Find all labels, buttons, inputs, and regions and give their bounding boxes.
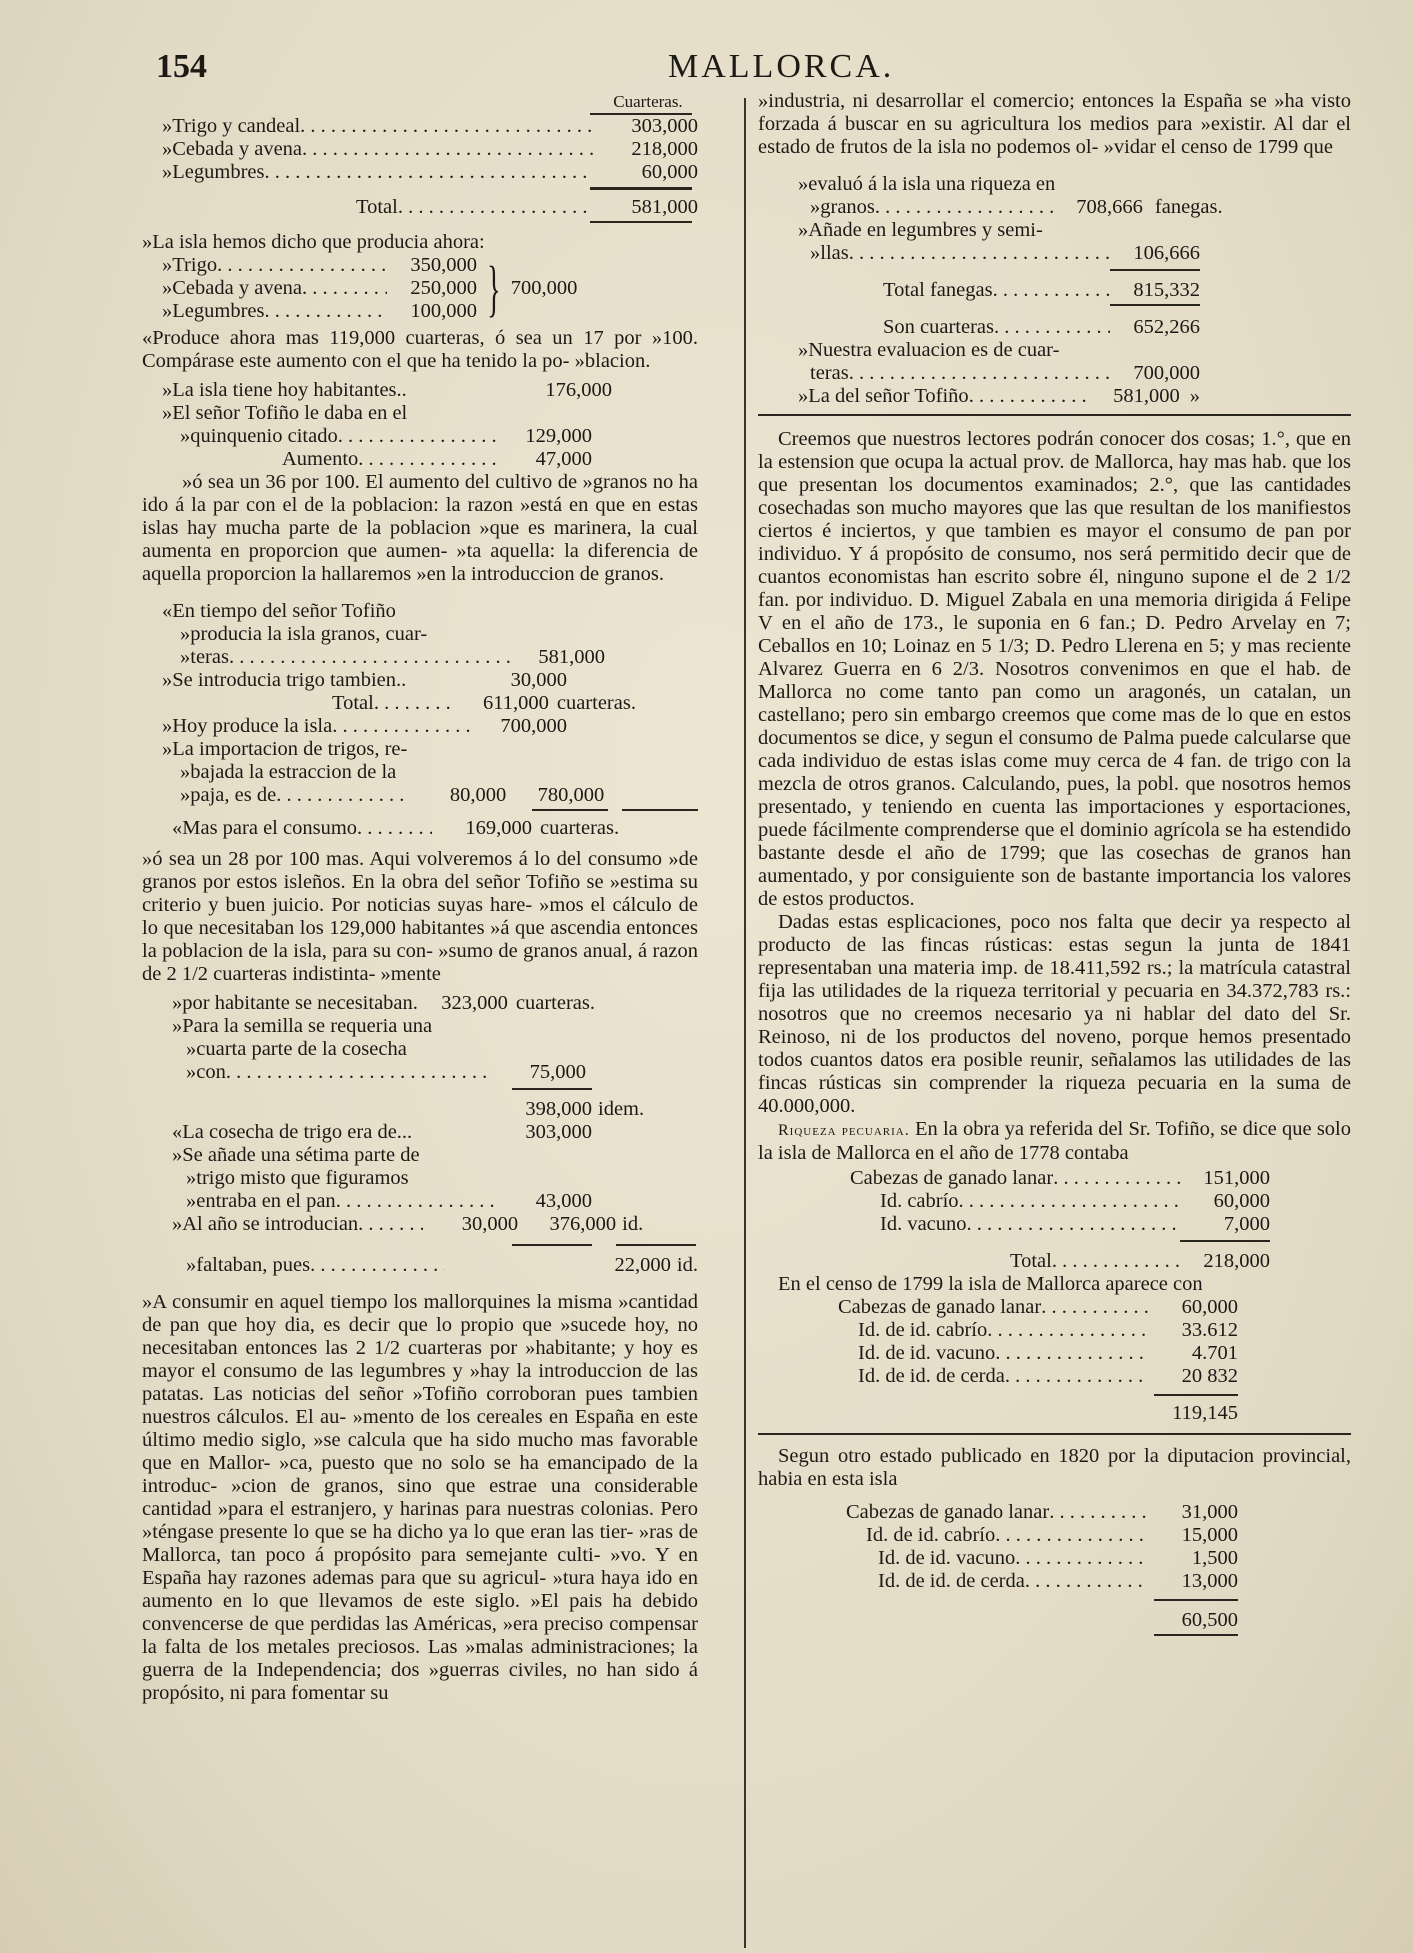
table-row: Id. de id. cabrío . . . 15,000 [846, 1524, 1238, 1547]
table-row: Cabezas de ganado lanar . . . 31,000 [846, 1501, 1238, 1524]
table-consumo-granos: »por habitante se necesitaban. 323,000 cuarteras. »Para la semilla se requeria una »cuarta parte de la cosecha »con . . . 75,000 398,000 idem. «La cosecha de trigo era de... 303,000 »Se añade una sétima parte de »trigo misto que figuramos »entraba en el pan . . . 43,000 »Al año se introducian . . . 30,000 376,000 id. »faltaban, pues . . . 22,000 id. [142, 992, 698, 1277]
table-row: Id. de id. cabrío . . . 33.612 [838, 1319, 1238, 1342]
table-row: »Trigo . . . 350,000 [142, 254, 477, 277]
table-row: Id. de id. vacuno . . . 1,500 [846, 1547, 1238, 1570]
table-habitantes [142, 379, 698, 471]
table-row: »La isla tiene hoy habitantes.. 176,000 [162, 379, 612, 401]
paragraph: Creemos que nuestros lectores podrán conocer dos cosas; 1.°, que en la estension que ocupa la actual prov. de Mallorca, hay mas hab. que los que presentan los documentos examinados; 2.°, que las cantidades cosechadas son mucho mayores que las que resultan de los manifiestos ciertos é inciertos, y que tambien es mayor el consumo de pan por individuo. Y á propósito de consumo, nos será permitido decir que de cuantos economistas han escrito sobre él, ninguno supone el de 2 1/2 fan. por individuo. D. Miguel Zabala en una memoria dirigida á Felipe V en el año de 173., le suponia en 6 fan.; D. Pedro Arvelay en 7; Ceballos en 10; Loinaz en 5 1/3; D. Pedro Llerena en 5; y mas reciente Alvarez Guerra en 6 2/3. Nosotros convenimos en que el hab. de Mallorca no come tanto pan como un aragonés, un catalan, un castellano; pero sin embargo creemos que come mas de lo que en estos documentos se dice, y segun el consumo de Palma puede calcularse que cada individuo de estas islas come muy cerca de 4 fan. de trigo con la mezcla de otros granos. Calculando, pues, la pobl. que nosotros hemos presentado, y teniendo en cuenta las importaciones y esportaciones, puede fácilmente comprenderse que el dominio agrícola se ha estendido bastante desde el año de 1799; que las cosechas de granos han aumentado, y por consiguiente son de bastante importancia los valores de estos productos. [758, 428, 1351, 910]
table-censo-1799: »evaluó á la isla una riqueza en »granos . . . 708,666 fanegas. »Añade en legumbres y semi- »llas . . . 106,666 Total fanegas . . . 815,332 Son cuarteras . . . 652,266 »Nuestra evaluacion es de cuar- teras . . . 700,000 »La del señor Tofiño . . . 581,000 » [758, 173, 1351, 408]
table-censo-1799-ganado [758, 1296, 1238, 1425]
table-row: »Legumbres . . . 60,000 [142, 161, 698, 184]
table-row: »Legumbres . . . 100,000 [142, 300, 477, 323]
brace-total: 700,000 [510, 277, 578, 299]
table-tiempo-tofino: «En tiempo del señor Tofiño »producia la isla granos, cuar- »teras . . . 581,000 »Se introducia trigo tambien.. 30,000 Total . . . 611,000 cuarteras. »Hoy produce la isla . . . 700,000 »La importacion de trigos, re- »bajada la estraccion de la »paja, es de . . . 80,000 780,000 «Mas para el consumo . . . 169,000 cuarteras. [142, 600, 698, 840]
brace-icon: } [487, 254, 501, 323]
table-row: Id. vacuno . . . 7,000 [850, 1213, 1270, 1236]
total-row: Total . . . 581,000 [142, 196, 698, 219]
table-cuarteras-1 [142, 90, 698, 223]
page-number: 154 [156, 48, 207, 85]
paragraph: «Produce ahora mas 119,000 cuarteras, ó sea un 17 por »100. Compárase este aumento con el que ha tenido la po- »blacion. [142, 327, 698, 372]
table-row: Id. de id. de cerda . . . 13,000 [846, 1570, 1238, 1593]
table-row: »Cebada y avena . . . 218,000 [142, 138, 698, 161]
table-row: »Trigo y candeal . . . 303,000 [142, 115, 698, 138]
table-row: »Cebada y avena . . . 250,000 [142, 277, 477, 300]
table-row: Id. de id. de cerda . . . 20 832 [838, 1365, 1238, 1388]
right-column [758, 90, 1351, 1636]
table-row: Id. de id. vacuno . . . 4.701 [838, 1342, 1238, 1365]
table-row: »quinquenio citado . . . 129,000 [142, 425, 592, 448]
total-value: 119,145 [1172, 1402, 1238, 1424]
paragraph: »ó sea un 28 por 100 mas. Aqui volveremos á lo del consumo »de granos por estos isleños. En la obra del señor Tofiño se »estima su criterio y buen juicio. Por noticias suyas hare- »mos el cálculo de lo que necesitaban los 129,000 habitantes »á que ascendia entonces la poblacion de la isla, para su con- »sumo de granos anual, á razon de 2 1/2 cuarteras indistinta- »mente [142, 848, 698, 985]
table-produccion-ahora: »La isla hemos dicho que producia ahora: »Trigo . . . 350,000 »Cebada y avena . . . 250,000 »Legumbres . . . 100,000 } 700,000 [142, 231, 698, 323]
paragraph: Segun otro estado publicado en 1820 por la diputacion provincial, habia en esta isla [758, 1445, 1351, 1490]
total-row: Total . . . 218,000 [850, 1250, 1270, 1273]
total-value: 60,500 [1181, 1609, 1238, 1631]
table-diputacion-1820 [758, 1501, 1238, 1636]
paragraph: Dadas estas esplicaciones, poco nos falta que decir ya respecto al producto de las fincas rústicas: estas segun la junta de 1841 representaban una materia imp. de 18.411,592 rs.; la matrícula catastral fija las utilidades de la riqueza territorial y pecuaria en 34.372,783 rs.: nosotros que no creemos necesario ya ni hablar del dato del Sr. Reinoso, ni de los productos del noveno, porque hemos presentado todos cuantos datos era posible reunir, señalamos las utilidades de las fincas rústicas sin comprender la riqueza pecuaria en la suma de 40.000,000. [758, 911, 1351, 1117]
table-row: »El señor Tofiño le daba en el [162, 402, 408, 424]
column-divider [744, 98, 746, 1948]
paragraph: »industria, ni desarrollar el comercio; entonces la España se »ha visto forzada á buscar en su agricultura los medios para »existir. Al dar el estado de frutos de la isla no podemos ol- »vidar el censo de 1799 que [758, 90, 1351, 158]
section-heading: Riqueza pecuaria. [778, 1122, 910, 1139]
table-row: Id. cabrío . . . 60,000 [850, 1190, 1270, 1213]
column-header: Cuarteras. [613, 92, 683, 111]
table-row: Cabezas de ganado lanar . . . 151,000 [850, 1167, 1270, 1190]
running-title: MALLORCA. [668, 48, 895, 85]
table-row: Cabezas de ganado lanar . . . 60,000 [838, 1296, 1238, 1319]
table-row: Aumento . . . 47,000 [142, 448, 592, 471]
paragraph: En el censo de 1799 la isla de Mallorca aparece con [778, 1273, 1203, 1295]
left-column [142, 90, 698, 1705]
paragraph: »ó sea un 36 por 100. El aumento del cultivo de »granos no ha ido á la par con el de la poblacion: la razon »está en que en estas islas hay mucha parte de la poblacion »que es marinera, la cual aumenta en proporcion que aumen- »ta aquella: la diferencia de aquella proporcion la hallaremos »en la introduccion de granos. [142, 471, 698, 585]
paragraph: Riqueza pecuaria. En la obra ya referida del Sr. Tofiño, se dice que solo la isla de Mallorca en el año de 1778 contaba [758, 1118, 1351, 1164]
table-tofino-1778 [758, 1167, 1270, 1273]
paragraph: »A consumir en aquel tiempo los mallorquines la misma »cantidad de pan que hoy dia, es decir que lo propio que »sucede hoy, no necesitaban entonces las 2 1/2 cuarteras por »habitante; y hoy es mayor el consumo de las legumbres y »hay la introduccion de las patatas. Las noticias del señor »Tofiño corroboran pues tambien nuestros cálculos. El au- »mento de los cereales en España en este último medio siglo, »se calcula que ha sido mucho mas favorable que en Mallor- »ca, puesto que no solo se ha emancipado de la introduc- »cion de granos, sino que estrae una considerable cantidad »para el estranjero, y harinas para nuestras colonias. Pero »téngase presente lo que se ha dicho ya lo que eran las tier- »ras de Mallorca, tan poco á propósito para semejante culti- »vo. Y en España hay razones ademas para que su agricul- »tura haya ido en aumento en lo que llevamos de este siglo. »El pais ha debido convencerse de que perdidas las Américas, »era preciso compensar la falta de los metales preciosos. Las »malas administraciones; la guerra de la Independencia; dos »guerras civiles, no han sido á propósito, ni para fomentar su [142, 1291, 698, 1704]
